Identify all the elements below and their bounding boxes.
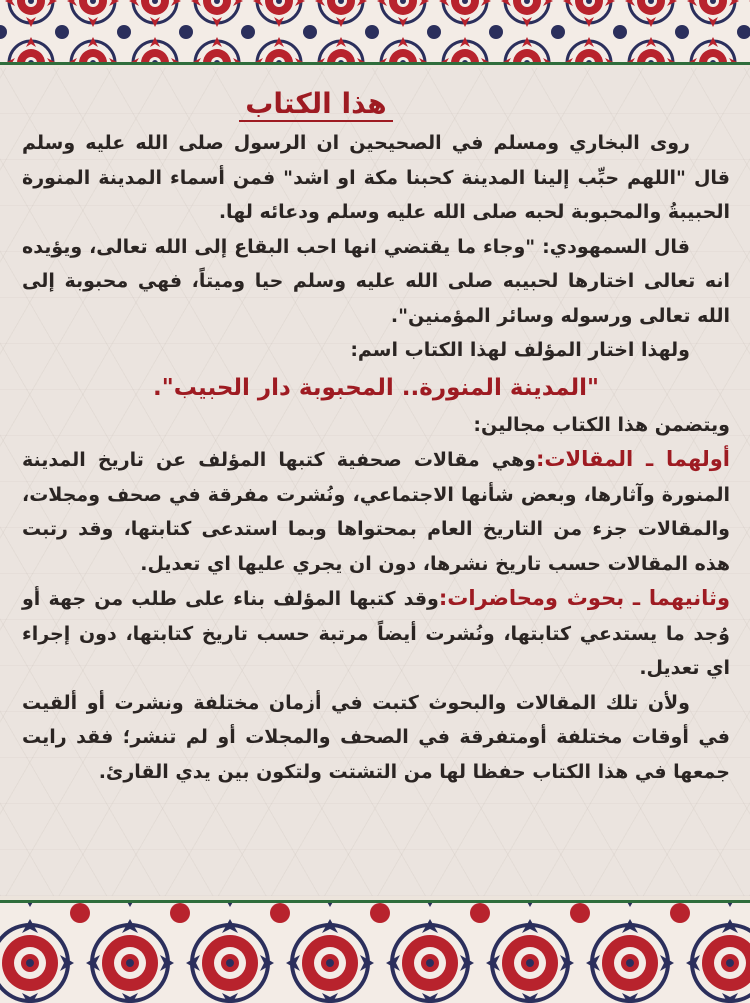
top-ornament-pattern	[0, 0, 750, 62]
page-text	[22, 84, 730, 789]
paragraph-scope: ويتضمن هذا الكتاب مجالين:	[473, 413, 730, 436]
paragraph-hadith: روى البخاري ومسلم في الصحيحين ان الرسول صلى الله عليه وسلم قال "اللهم حبِّب إلينا المدينة كحبنا مكة او اشد" فمن أسماء المدينة المنورة الحبيبةُ والمحبوبة لحبه صلى الله عليه وسلم ودعائه لها.	[22, 132, 730, 223]
top-ornamental-border	[0, 0, 750, 65]
section-research	[22, 581, 730, 686]
paragraph-title-intro: ولهذا اختار المؤلف لهذا الكتاب اسم:	[350, 339, 690, 361]
bottom-ornament-pattern	[0, 903, 750, 1003]
section-research-text: وقد كتبها المؤلف بناء على طلب من جهة أو وُجد ما يستدعي كتابتها، ونُشرت أيضاً مرتبة حسب تاريخ كتابتها، دون إجراء اي تعديل.	[22, 588, 730, 679]
bottom-ornamental-border	[0, 900, 750, 1003]
paragraph-closing: ولأن تلك المقالات والبحوث كتبت في أزمان مختلفة ونشرت أو ألقيت في أوقات مختلفة أومتفرقة في الصحف والمجلات أو لم تنشر؛ فقد رايت جمعها في هذا الكتاب حفظا لها من التشتت ولتكون بين يدي القارئ.	[22, 691, 730, 783]
book-page	[0, 68, 750, 896]
page-title: هذا الكتاب	[22, 84, 730, 124]
section-research-heading: وثانيهما ـ بحوث ومحاضرات:	[438, 586, 730, 610]
section-articles	[22, 442, 730, 581]
section-articles-heading: أولهما ـ المقالات:	[535, 447, 730, 471]
book-title: "المدينة المنورة.. المحبوبة دار الحبيب".	[152, 374, 600, 401]
section-articles-text: وهي مقالات صحفية كتبها المؤلف عن تاريخ المدينة المنورة وآثارها، وبعض شأنها الاجتماعي، ونُشرت مفرقة في صحف ومجلات، والمقالات جزء من التاريخ العام بمحتواها وبما استدعى كتابتها، وقد رتبت هذه المقالات حسب تاريخ نشرها، دون ان يجري عليها اي تعديل.	[22, 449, 730, 575]
paragraph-samhudi: قال السمهودي: "وجاء ما يقتضي انها احب البقاع إلى الله تعالى، ويؤيده انه تعالى اختارها لحبيبه صلى الله عليه وسلم حيا وميتاً، فهي محبوبة إلى الله تعالى ورسوله وسائر المؤمنين".	[22, 235, 730, 327]
